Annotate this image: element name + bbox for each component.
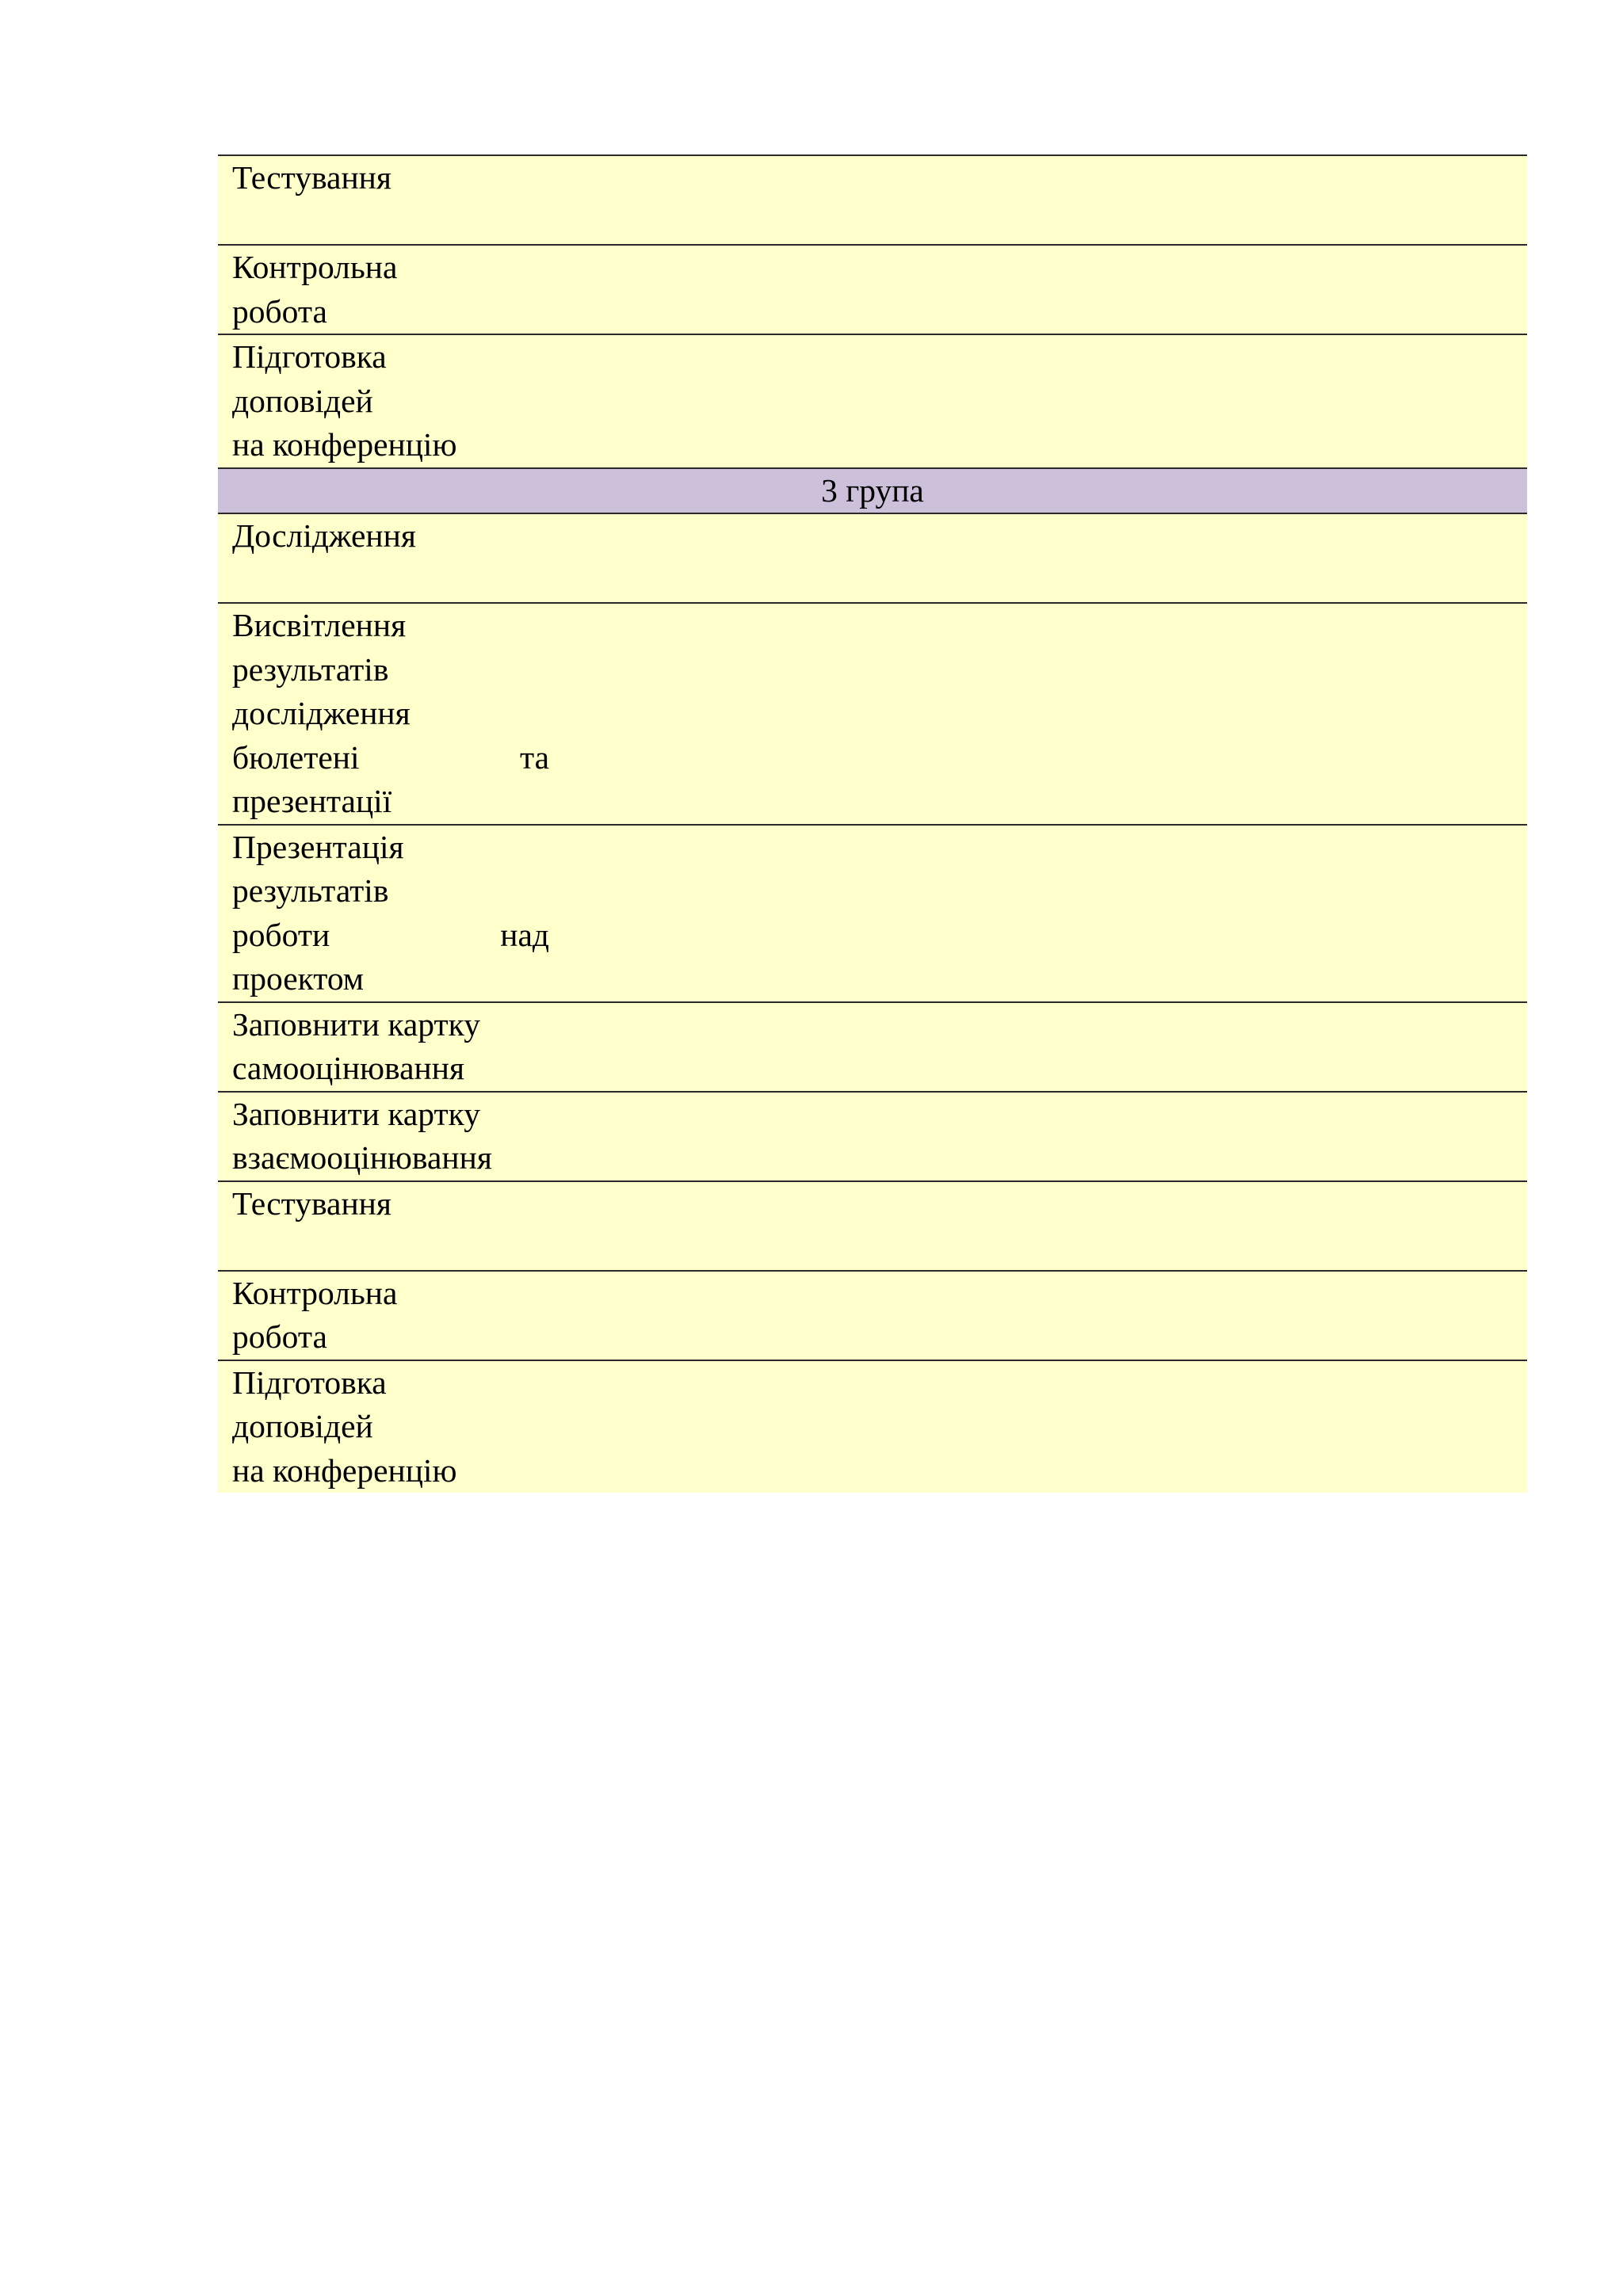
activities-table bbox=[218, 154, 1527, 1493]
cell-line: проектом bbox=[232, 960, 365, 997]
cell-line: робота bbox=[232, 292, 327, 330]
cell-line: на конференцію bbox=[232, 1451, 457, 1489]
table-cell bbox=[218, 334, 1527, 468]
table-cell bbox=[218, 155, 1527, 245]
table-row bbox=[218, 155, 1527, 245]
table-row bbox=[218, 245, 1527, 334]
table-row bbox=[218, 1360, 1527, 1493]
cell-line: Заповнити картку bbox=[232, 1095, 480, 1132]
cell-line: доповідей bbox=[232, 1408, 373, 1444]
table-cell bbox=[218, 603, 1527, 825]
table-row bbox=[218, 513, 1527, 603]
cell-line: доповідей bbox=[232, 382, 373, 419]
cell-line: Підготовка bbox=[232, 1363, 387, 1401]
cell-line: Презентація bbox=[232, 828, 404, 865]
cell-line: Підготовка bbox=[232, 338, 387, 375]
cell-line-justified bbox=[232, 736, 549, 780]
table-row bbox=[218, 334, 1527, 468]
cell-line: Тестування bbox=[232, 159, 391, 196]
table-cell bbox=[218, 1002, 1527, 1092]
table-cell bbox=[218, 1181, 1527, 1271]
group-header-cell bbox=[218, 468, 1527, 514]
table-cell bbox=[218, 513, 1527, 603]
cell-line: Контрольна bbox=[232, 1274, 398, 1311]
cell-line: результатів bbox=[232, 872, 389, 909]
cell-line: Тестування bbox=[232, 1184, 391, 1222]
cell-line: робота bbox=[232, 1318, 327, 1355]
table-cell bbox=[218, 1092, 1527, 1181]
cell-line: дослідження bbox=[232, 695, 411, 731]
table-cell bbox=[218, 825, 1527, 1002]
cell-word: над bbox=[500, 916, 549, 953]
cell-line: Дослідження bbox=[232, 517, 416, 554]
group-header-row bbox=[218, 468, 1527, 514]
cell-word: бюлетені bbox=[232, 738, 360, 776]
table-row bbox=[218, 825, 1527, 1002]
cell-line: результатів bbox=[232, 650, 389, 688]
table-row bbox=[218, 603, 1527, 825]
table-cell bbox=[218, 1360, 1527, 1493]
table-cell bbox=[218, 245, 1527, 334]
table-row bbox=[218, 1092, 1527, 1181]
table-row bbox=[218, 1181, 1527, 1271]
table-cell bbox=[218, 1271, 1527, 1360]
cell-line: взаємооцінювання bbox=[232, 1139, 492, 1176]
cell-line-justified bbox=[232, 913, 549, 958]
cell-line: на конференцію bbox=[232, 426, 457, 463]
cell-line: Заповнити картку bbox=[232, 1005, 480, 1043]
cell-word: та bbox=[519, 738, 549, 776]
table-row bbox=[218, 1271, 1527, 1360]
cell-line: самооцінювання bbox=[232, 1050, 465, 1086]
cell-line: Висвітлення bbox=[232, 607, 407, 643]
cell-line: презентації bbox=[232, 783, 392, 819]
cell-line: Контрольна bbox=[232, 249, 398, 285]
cell-word: роботи bbox=[232, 916, 330, 953]
group-label: 3 група bbox=[821, 471, 924, 509]
table-row bbox=[218, 1002, 1527, 1092]
